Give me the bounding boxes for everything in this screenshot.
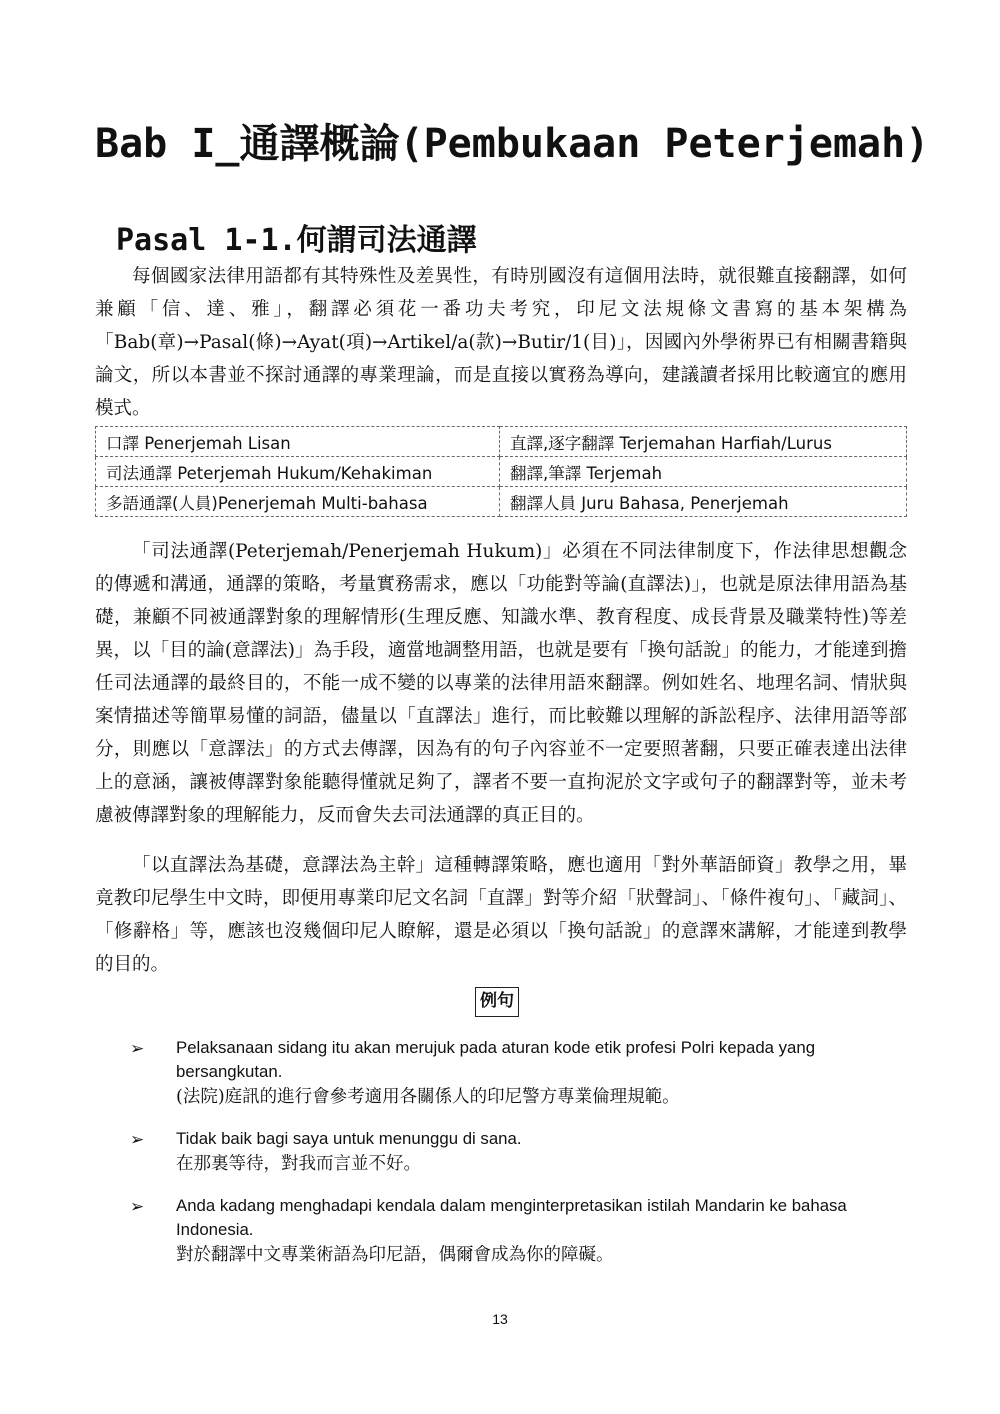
example-indonesian: Tidak baik bagi saya untuk menunggu di sana. <box>176 1129 522 1148</box>
table-cell: 直譯,逐字翻譯 Terjemahan Harfiah/Lurus <box>500 427 907 457</box>
table-row <box>96 457 907 487</box>
chapter-title: Bab I_通譯概論(Pembukaan Peterjemah) <box>95 121 930 167</box>
example-chinese: 對於翻譯中文專業術語為印尼語，偶爾會成為你的障礙。 <box>176 1245 614 1265</box>
table-row <box>96 427 907 457</box>
table-cell: 多語通譯(人員)Penerjemah Multi-bahasa <box>96 487 500 517</box>
example-indonesian: Pelaksanaan sidang itu akan merujuk pada aturan kode etik profesi Polri kepada yang bersangkutan. <box>176 1038 816 1081</box>
table-row <box>96 487 907 517</box>
arrow-bullet-icon: ➢ <box>130 1197 145 1217</box>
table-cell: 翻譯人員 Juru Bahasa, Penerjemah <box>500 487 907 517</box>
example-chinese: (法院)庭訊的進行會參考適用各關係人的印尼警方專業倫理規範。 <box>176 1087 680 1107</box>
terminology-table <box>95 426 907 517</box>
table-cell: 口譯 Penerjemah Lisan <box>96 427 500 457</box>
arrow-bullet-icon: ➢ <box>130 1039 145 1059</box>
example-sentences-label: 例句 <box>475 987 519 1017</box>
section-title: Pasal 1-1.何謂司法通譯 <box>116 223 477 258</box>
arrow-bullet-icon: ➢ <box>130 1130 145 1150</box>
page-number: 13 <box>492 1311 508 1327</box>
example-chinese: 在那裏等待，對我而言並不好。 <box>176 1154 421 1174</box>
body-paragraph: 「司法通譯(Peterjemah/Penerjemah Hukum)」必須在不同法律制度下，作法律思想觀念的傳遞和溝通，通譯的策略，考量實務需求，應以「功能對等論(直譯法)」，也就是原法律用語為基礎，兼顧不同被通譯對象的理解情形(生理反應、知識水準、教育程度、成長背景及職業特性)等差異，以「目的論(意譯法)」為手段，適當地調整用語，也就是要有「換句話說」的能力，才能達到擔任司法通譯的最終目的，不能一成不變的以專業的法律用語來翻譯。例如姓名、地理名詞、情狀與案情描述等簡單易懂的詞語，儘量以「直譯法」進行，而比較難以理解的訴訟程序、法律用語等部分，則應以「意譯法」的方式去傳譯，因為有的句子內容並不一定要照著翻，只要正確表達出法律上的意涵，讓被傳譯對象能聽得懂就足夠了，譯者不要一直拘泥於文字或句子的翻譯對等，並未考慮被傳譯對象的理解能力，反而會失去司法通譯的真正目的。 <box>95 541 907 826</box>
intro-paragraph: 每個國家法律用語都有其特殊性及差異性，有時別國沒有這個用法時，就很難直接翻譯，如何兼顧「信、達、雅」，翻譯必須花一番功夫考究，印尼文法規條文書寫的基本架構為「Bab(章)→Pasal(條)→Ayat(項)→Artikel/a(款)→Butir/1(目)」，因國內外學術界已有相關書籍與論文，所以本書並不探討通譯的專業理論，而是直接以實務為導向，建議讀者採用比較適宜的應用模式。 <box>95 266 907 419</box>
table-cell: 翻譯,筆譯 Terjemah <box>500 457 907 487</box>
example-indonesian: Anda kadang menghadapi kendala dalam menginterpretasikan istilah Mandarin ke bahasa Indonesia. <box>176 1196 847 1239</box>
table-cell: 司法通譯 Peterjemah Hukum/Kehakiman <box>96 457 500 487</box>
body-paragraph: 「以直譯法為基礎，意譯法為主幹」這種轉譯策略，應也適用「對外華語師資」教學之用，畢竟教印尼學生中文時，即便用專業印尼文名詞「直譯」對等介紹「狀聲詞」、「條件複句」、「藏詞」、「修辭格」等，應該也沒幾個印尼人瞭解，還是必須以「換句話說」的意譯來講解，才能達到教學的目的。 <box>95 855 907 975</box>
